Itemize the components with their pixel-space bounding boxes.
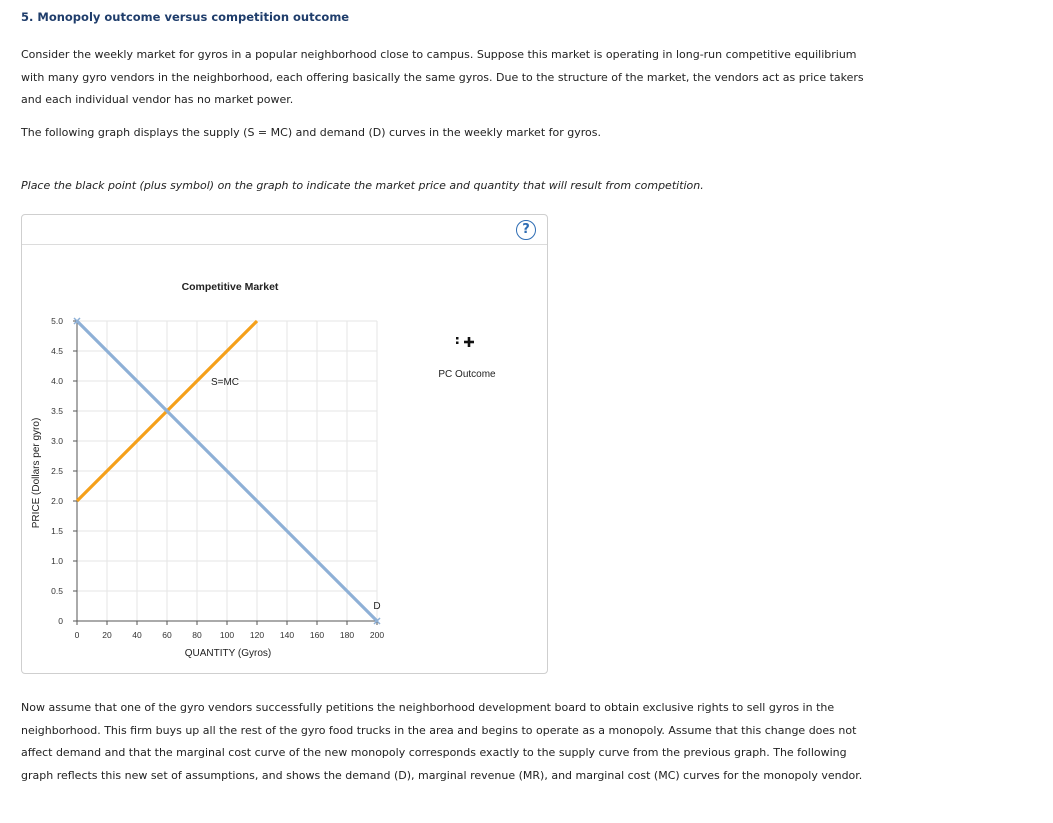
chart-title: Competitive Market [181, 281, 279, 293]
x-tick-label: 200 [369, 630, 385, 640]
x-tick-label: 80 [192, 630, 202, 640]
graph-panel [21, 214, 548, 674]
monopoly-paragraph: Now assume that one of the gyro vendors successfully petitions the neighborhood development board to obtain exclusive rights to sell gyros in the neighborhood. This firm buys up all the rest of the gyro food trucks in the area and begins to operate as a monopoly. Assume that this change does not affect demand and that the marginal cost curve of the new monopoly corresponds exactly to the supply curve from the previous graph. The following graph reflects this new set of assumptions, and shows the demand (D), marginal revenue (MR), and marginal cost (MC) curves for the monopoly vendor. [21, 701, 863, 782]
competitive-market-chart [22, 215, 547, 673]
demand-curve-label: D [373, 601, 381, 612]
instruction-text: Place the black point (plus symbol) on the graph to indicate the market price and quantity that will result from competition. [21, 179, 704, 192]
y-axis-label: PRICE (Dollars per gyro) [31, 417, 42, 529]
graph-description: The following graph displays the supply (S = MC) and demand (D) curves in the weekly market for gyros. [21, 126, 601, 139]
y-tick-label: 5.0 [51, 316, 63, 326]
x-tick-label: 120 [249, 630, 265, 640]
question-heading: 5. Monopoly outcome versus competition outcome [21, 10, 350, 24]
x-tick-label: 40 [132, 630, 142, 640]
supply-curve-label: S=MC [210, 377, 240, 388]
x-tick-label: 180 [339, 630, 355, 640]
y-tick-label: 4.5 [51, 346, 63, 356]
drag-dot-icon [456, 342, 459, 345]
y-tick-label: 1.5 [51, 526, 63, 536]
x-tick-label: 0 [74, 630, 80, 640]
y-tick-label: 0.5 [51, 586, 63, 596]
y-tick-label: 3.0 [51, 436, 63, 446]
y-tick-label: 1.0 [51, 556, 63, 566]
intro-paragraph: Consider the weekly market for gyros in a popular neighborhood close to campus. Suppose this market is operating in long-run competitive equilibrium with many gyro vendors in the neighborhood, each offering basically the same gyros. Due to the structure of the market, the vendors act as price takers and each individual vendor has no market power. [21, 48, 864, 106]
x-axis-label: QUANTITY (Gyros) [184, 648, 272, 659]
pc-outcome-tool[interactable] [456, 332, 479, 352]
x-tick-label: 100 [219, 630, 235, 640]
y-tick-label: 2.5 [51, 466, 63, 476]
y-tick-label: 4.0 [51, 376, 63, 386]
y-tick-label: 3.5 [51, 406, 63, 416]
y-tick-label: 0 [58, 616, 63, 626]
x-tick-label: 140 [279, 630, 295, 640]
y-tick-label: 2.0 [51, 496, 63, 506]
pc-outcome-label: PC Outcome [438, 369, 496, 380]
x-tick-label: 20 [102, 630, 112, 640]
x-tick-label: 60 [162, 630, 172, 640]
help-icon[interactable]: ? [516, 220, 536, 240]
drag-dot-icon [456, 337, 459, 340]
x-tick-label: 160 [309, 630, 325, 640]
